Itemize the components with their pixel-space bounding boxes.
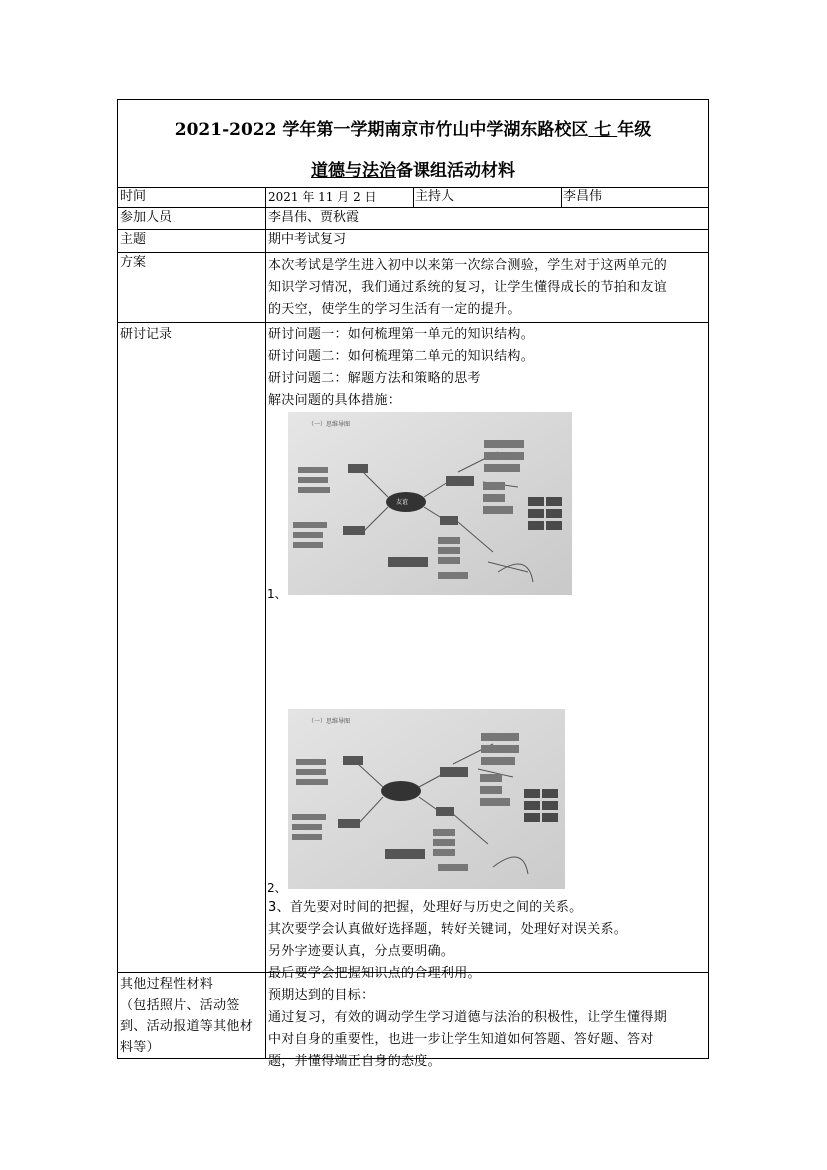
- time-label: 时间: [118, 187, 266, 207]
- mindmap-photo-1: [288, 412, 572, 595]
- topic-value: 期中考试复习: [268, 232, 347, 247]
- document-table: [117, 99, 709, 1069]
- item-2-number: 2、: [267, 881, 287, 895]
- time-value: 2021 年 11 月 2 日: [268, 190, 377, 204]
- plan-text: 本次考试是学生进入初中以来第一次综合测验，学生对于这两单元的 知识学习情况，我们通过系统的复习，让学生懂得成长的节拍和友谊 的天空，使学生的学习生活有一定的提升。: [268, 258, 668, 317]
- participants-label: 参加人员: [118, 208, 266, 229]
- other-materials-label: 其他过程性材料 （包括照片、活动签 到、活动报道等其他材 料等）: [118, 973, 266, 1058]
- record-label: 研讨记录: [118, 323, 266, 972]
- record-top: 研讨问题一：如何梳理第一单元的知识结构。 研讨问题二：如何梳理第二单元的知识结构。 研讨问题二：解题方法和策略的思考 解决问题的具体措施：: [268, 327, 535, 408]
- host-label: 主持人: [415, 189, 455, 204]
- grade: 七: [594, 120, 612, 140]
- item-1-number: 1、: [267, 587, 287, 601]
- topic-label: 主题: [118, 230, 266, 252]
- svg-text:友谊: 友谊: [396, 499, 409, 506]
- svg-text:（一）思维导图: （一）思维导图: [308, 718, 351, 725]
- subject: 道德与法治: [311, 161, 396, 181]
- topic-row: [118, 230, 708, 253]
- host-value: 李昌伟: [563, 189, 603, 204]
- participants-row: [118, 208, 708, 230]
- participants-value: 李昌伟、贾秋霞: [268, 210, 360, 225]
- title-line-1: 2021-2022 学年第一学期南京市竹山中学湖东路校区 七 年级: [174, 120, 652, 140]
- other-materials-row: [118, 973, 708, 1058]
- plan-row: [118, 253, 708, 323]
- svg-text:（一）思维导图: （一）思维导图: [308, 421, 351, 428]
- record-bottom: 3、首先要对时间的把握，处理好与历史之间的关系。 其次要学会认真做好选择题，转好关键词，处理好对误关系。 另外字迹要认真，分点要明确。 最后要学会把握知识点的合理利用。 预期达到的目标： 通过复习，有效的调动学生学习道德与法治的积极性，让学生懂得期 中对自身的重要性，也进一步让学生知道如何答题、答好题、答对 题，并懂得端正自身的态度。: [268, 900, 668, 1069]
- plan-label: 方案: [118, 253, 266, 322]
- mindmap-photo-2: [288, 709, 565, 889]
- time-row: [118, 187, 708, 208]
- title-line-2: 道德与法治备课组活动材料: [311, 161, 515, 181]
- document-title: [118, 100, 708, 188]
